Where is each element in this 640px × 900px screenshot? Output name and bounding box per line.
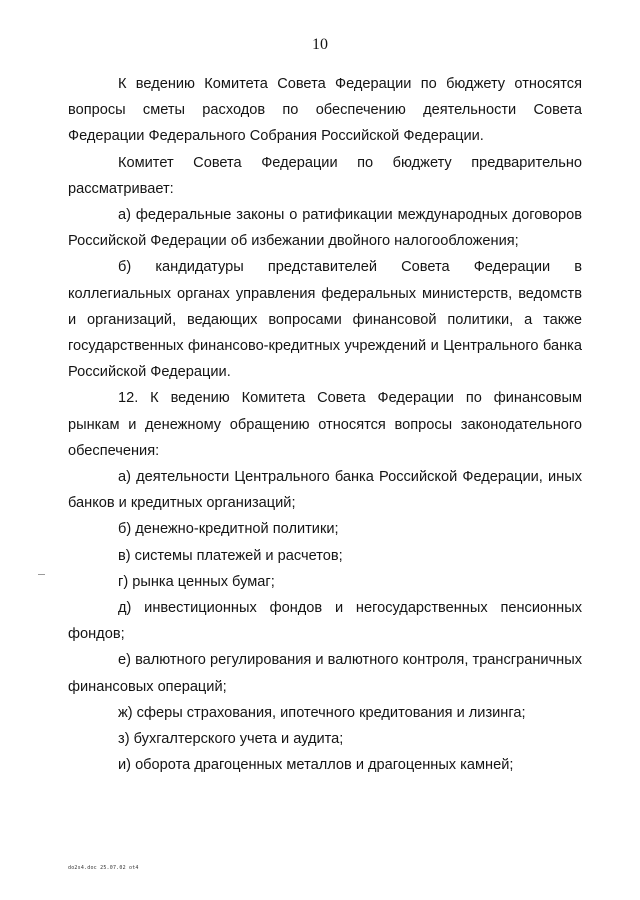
- list-item-i-precious-metals: и) оборота драгоценных металлов и драгоценных камней;: [118, 757, 514, 774]
- list-item-g-securities: г) рынка ценных бумаг;: [118, 573, 275, 590]
- paragraph-budget-scope: К ведению Комитета Совета Федерации по бюджету относятся вопросы сметы расходов по обеспечению деятельности Совета Федерации Федерального Собрания Российской Федерации.: [68, 76, 582, 145]
- list-item-a-treaties: а) федеральные законы о ратификации международных договоров Российской Федерации об избежании двойного налогообложения;: [68, 207, 582, 250]
- list-item-e-currency: е) валютного регулирования и валютного контроля, трансграничных финансовых операций;: [68, 652, 582, 695]
- list-item-d-funds: д) инвестиционных фондов и негосударственных пенсионных фондов;: [68, 600, 582, 643]
- list-item-a-central-bank: а) деятельности Центрального банка Российской Федерации, иных банков и кредитных организаций;: [68, 469, 582, 512]
- footer-file-code: do2s4.doc 25.07.02 ot4: [68, 865, 139, 871]
- document-body: [68, 71, 582, 778]
- list-item-b-monetary-policy: б) денежно-кредитной политики;: [118, 521, 339, 538]
- paragraph-item-12: 12. К ведению Комитета Совета Федерации по финансовым рынкам и денежному обращению относятся вопросы законодательного обеспечения:: [68, 390, 582, 459]
- paragraph-budget-preliminary: Комитет Совета Федерации по бюджету предварительно рассматривает:: [68, 154, 582, 197]
- margin-mark: [38, 574, 45, 575]
- list-item-zh-insurance: ж) сферы страхования, ипотечного кредитования и лизинга;: [118, 704, 526, 721]
- list-item-v-payments: в) системы платежей и расчетов;: [118, 547, 343, 564]
- list-item-b-candidates: б) кандидатуры представителей Совета Федерации в коллегиальных органах управления федеральных министерств, ведомств и организаций, ведающих вопросами финансовой политики, а также государственных финансово-кредитных учреждений и Центрального банка Российской Федерации.: [68, 259, 582, 381]
- list-item-z-accounting: з) бухгалтерского учета и аудита;: [118, 731, 344, 748]
- page-number: 10: [312, 36, 328, 53]
